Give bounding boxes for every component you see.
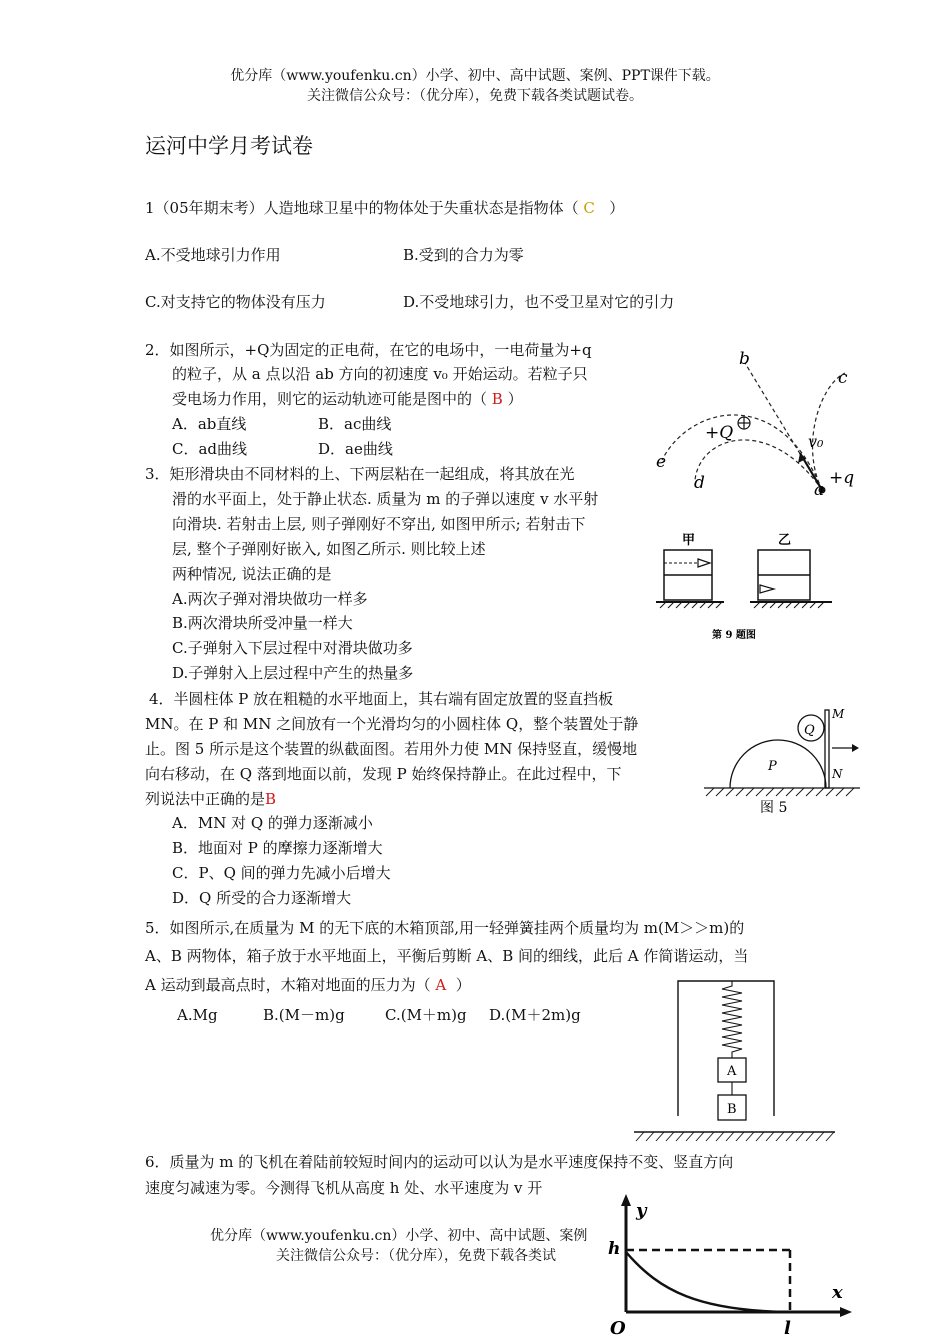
- label-yi: 乙: [778, 533, 792, 548]
- q3-option-d: D.子弹射入上层过程中产生的热量多: [172, 664, 414, 682]
- q4-line-5: [145, 787, 276, 812]
- footer-line-1: 优分库（www.youfenku.cn）小学、初中、高中试题、案例: [210, 1228, 588, 1244]
- header-line-2: 关注微信公众号：（优分库），免费下载各类试题试卷。: [307, 88, 643, 104]
- q1-answer: C: [583, 199, 595, 217]
- label-q: +q: [829, 468, 855, 488]
- q4-option-c: C．P、Q 间的弹力先减小后增大: [172, 864, 391, 882]
- q2-option-a: A．ab直线: [172, 415, 247, 433]
- q1-option-c: C.对支持它的物体没有压力: [145, 293, 326, 311]
- footer-line-2: 关注微信公众号：（优分库），免费下载各类试: [276, 1248, 556, 1264]
- q3-bullet-block-figure: [652, 528, 842, 646]
- label-a: a: [814, 480, 825, 500]
- q4-line-2: MN。在 P 和 MN 之间放有一个光滑均匀的小圆柱体 Q，整个装置处于静: [145, 715, 639, 733]
- q2-option-d: D．ae曲线: [318, 440, 393, 458]
- q4-option-b: B．地面对 P 的摩擦力逐渐增大: [172, 839, 383, 857]
- spring: [722, 981, 742, 1058]
- q5-option-b: B.(M－m)g: [263, 1006, 345, 1024]
- label-O: O: [610, 1318, 626, 1339]
- q5-option-a: A.Mg: [177, 1006, 218, 1024]
- q3-line-5: 两种情况, 说法正确的是: [172, 565, 332, 583]
- q2-line-2: 的粒子，从 a 点以沿 ab 方向的初速度 v₀ 开始运动。若粒子只: [172, 365, 588, 383]
- path-ad: [695, 440, 822, 490]
- q1-option-a: A.不受地球引力作用: [145, 246, 281, 264]
- q2-line-1: 2．如图所示，+Q为固定的正电荷，在它的电场中，一电荷量为+q: [145, 341, 592, 359]
- q1-close: ）: [609, 199, 625, 217]
- q5-line-1: 5．如图所示,在质量为 M 的无下底的木箱顶部,用一轻弹簧挂两个质量均为 m(M＞＞m)的: [145, 919, 745, 937]
- q5-line-2: A、B 两物体，箱子放于水平地面上，平衡后剪断 A、B 间的细线，此后 A 作简谐运动，当: [145, 947, 749, 965]
- label-h: h: [608, 1239, 621, 1259]
- board-MN: [825, 710, 829, 788]
- q4-caption: 图 5: [760, 800, 788, 816]
- label-N: N: [832, 767, 843, 781]
- q4-cylinder-figure: [700, 700, 865, 820]
- q2-option-c: C．ad曲线: [172, 440, 248, 458]
- label-Q: Q: [804, 723, 815, 738]
- q3-line-1: 3．矩形滑块由不同材料的上、下两层粘在一起组成，将其放在光: [145, 465, 575, 483]
- label-v0: v₀: [808, 432, 824, 451]
- q4-line-1: 4．半圆柱体 P 放在粗糙的水平地面上，其右端有固定放置的竖直挡板: [149, 690, 614, 708]
- path-ae: [662, 415, 822, 490]
- label-x: x: [832, 1282, 843, 1303]
- q1-option-b: B.受到的合力为零: [403, 246, 524, 264]
- label-M: M: [832, 707, 845, 721]
- q3-caption: 第 9 题图: [712, 630, 756, 641]
- q6-line-1: 6．质量为 m 的飞机在着陆前较短时间内的运动可以认为是水平速度保持不变、竖直方向: [145, 1153, 734, 1171]
- page-title: 运河中学月考试卷: [145, 134, 313, 158]
- label-A: A: [727, 1064, 737, 1079]
- q6-yx-graph-figure: [600, 1192, 860, 1340]
- label-e: e: [656, 452, 667, 472]
- label-B: B: [727, 1102, 737, 1117]
- q1-stem-text: 1（05年期末考）人造地球卫星中的物体处于失重状态是指物体（: [145, 199, 579, 217]
- q3-option-c: C.子弹射入下层过程中对滑块做功多: [172, 639, 413, 657]
- q5-answer: A: [435, 976, 447, 994]
- q3-line-2: 滑的水平面上，处于静止状态. 质量为 m 的子弹以速度 v 水平射: [172, 490, 599, 508]
- q2-option-b: B．ac曲线: [318, 415, 392, 433]
- q3-line-3: 向滑块. 若射击上层, 则子弹刚好不穿出, 如图甲所示; 若射击下: [172, 515, 586, 533]
- label-c: c: [838, 368, 848, 388]
- q4-option-a: A．MN 对 Q 的弹力逐渐减小: [172, 814, 373, 832]
- q4-line-4: 向右移动，在 Q 落到地面以前，发现 P 始终保持静止。在此过程中，下: [145, 765, 622, 783]
- right-arrow-icon: [852, 744, 859, 752]
- q5-close: ）: [455, 976, 471, 994]
- label-y: y: [636, 1200, 647, 1221]
- label-b: b: [739, 349, 750, 369]
- q5-box-spring-figure: [632, 978, 837, 1146]
- label-d: d: [694, 473, 705, 493]
- q4-line-3: 止。图 5 所示是这个装置的纵截面图。若用外力使 MN 保持竖直，缓慢地: [145, 740, 638, 758]
- header-line-1: 优分库（www.youfenku.cn）小学、初中、高中试题、案例、PPT课件下载。: [230, 68, 720, 84]
- semicylinder-P: [730, 740, 826, 788]
- q2-line-3: [172, 387, 523, 412]
- q4-line-5-text: 列说法中正确的是: [145, 790, 266, 808]
- q2-close: ）: [507, 390, 523, 408]
- label-jia: 甲: [682, 533, 696, 548]
- q2-answer: B: [491, 390, 503, 408]
- q4-option-d: D．Q 所受的合力逐渐增大: [172, 889, 352, 907]
- q3-option-b: B.两次滑块所受冲量一样大: [172, 614, 353, 632]
- q4-answer: B: [265, 790, 277, 808]
- label-Q: +Q: [705, 423, 734, 443]
- q5-option-c: C.(M＋m)g: [385, 1006, 467, 1024]
- q5-option-d: D.(M＋2m)g: [489, 1006, 581, 1024]
- q2-trajectory-figure: [650, 345, 865, 505]
- label-P: P: [768, 759, 777, 774]
- bullet-upper: [698, 559, 710, 567]
- q6-line-2: 速度匀减速为零。今测得飞机从高度 h 处、水平速度为 v 开: [145, 1179, 543, 1197]
- q3-option-a: A.两次子弹对滑块做功一样多: [172, 590, 368, 608]
- q1-stem: [145, 196, 624, 221]
- q1-option-d: D.不受地球引力，也不受卫星对它的引力: [403, 293, 675, 311]
- label-l: l: [784, 1318, 791, 1339]
- q2-line-3-text: 受电场力作用，则它的运动轨迹可能是图中的（: [172, 390, 488, 408]
- bullet-lower: [760, 585, 774, 593]
- q3-line-4: 层, 整个子弹刚好嵌入, 如图乙所示. 则比较上述: [172, 540, 486, 558]
- q5-line-3: [145, 973, 471, 998]
- q5-line-3-text: A 运动到最高点时，木箱对地面的压力为（: [145, 976, 431, 994]
